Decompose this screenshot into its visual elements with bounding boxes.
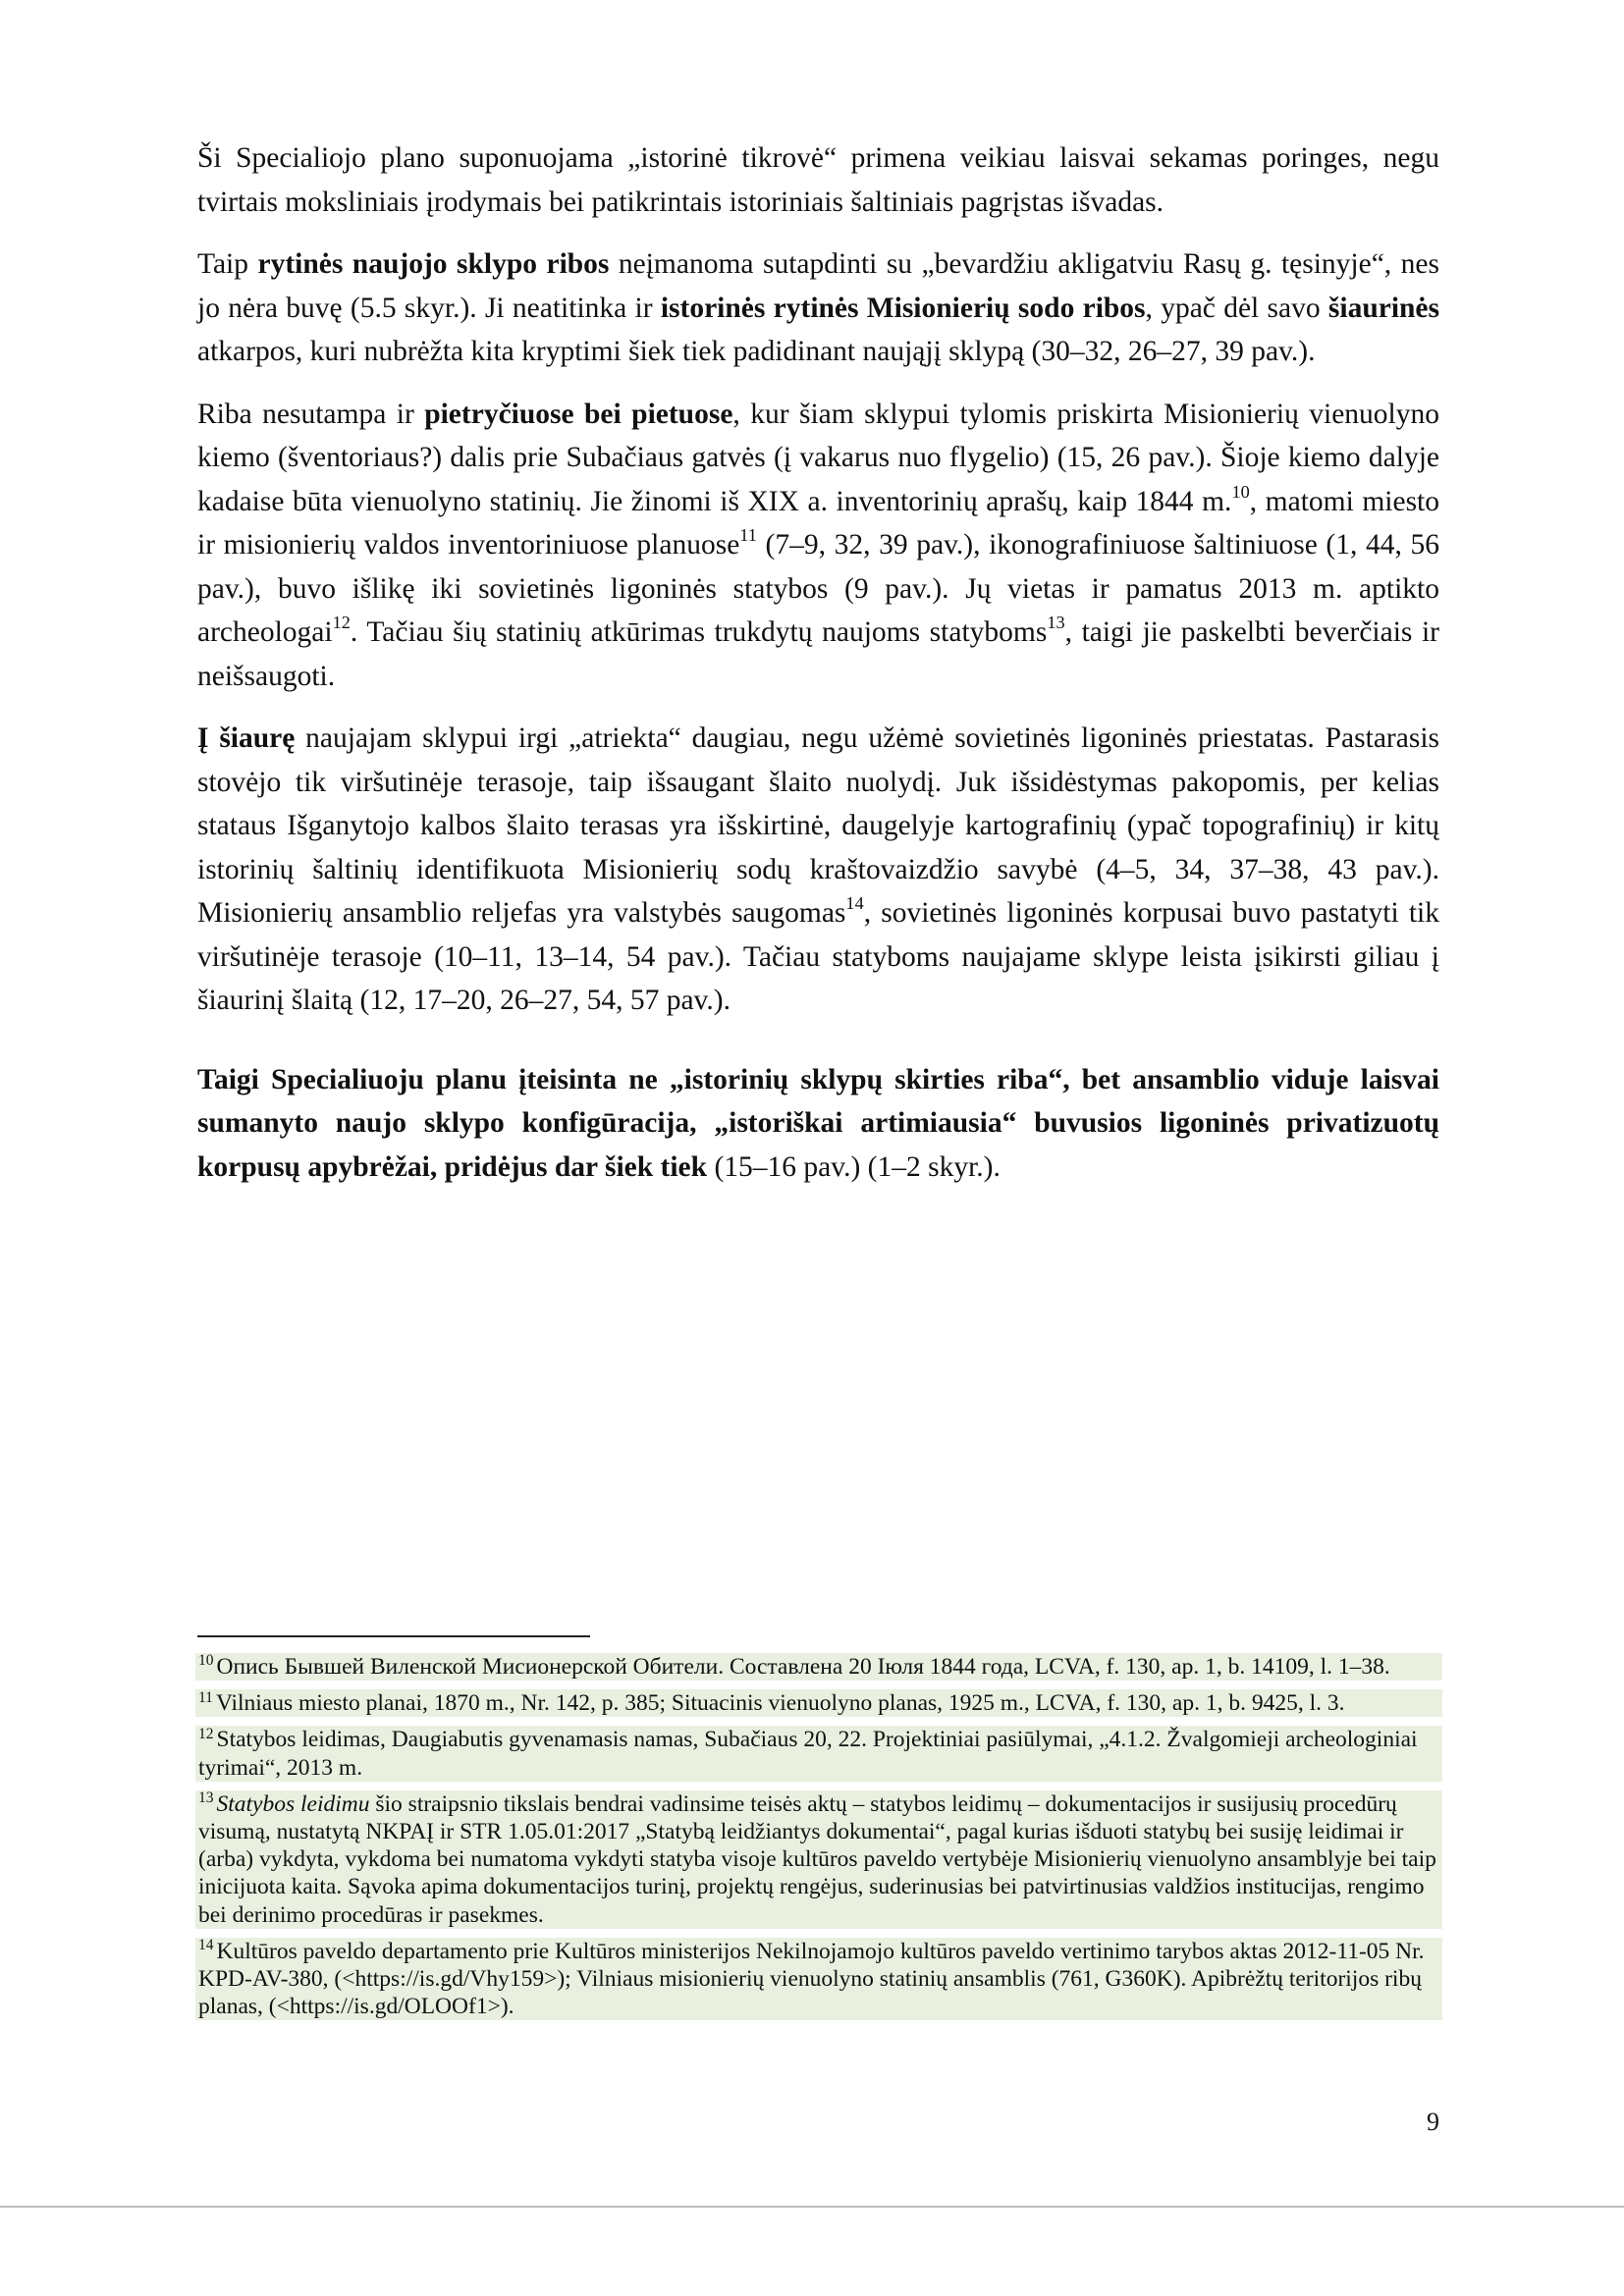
bold-run: rytinės naujojo sklypo ribos xyxy=(257,248,610,280)
paragraph-4 xyxy=(197,717,1439,1023)
paragraph-2 xyxy=(197,242,1439,374)
footnote-number: 13 xyxy=(198,1789,214,1807)
footnote-12 xyxy=(195,1726,1442,1781)
footnote-text: Vilniaus miesto planai, 1870 m., Nr. 142, p. 385; Situacinis vienuolyno planas, 1925 m., LCVA, f. 130, ap. 1, b. 9425, l. 3. xyxy=(215,1690,1345,1717)
footnote-text: Kultūros paveldo departamento prie Kultūros ministerijos Nekilnojamojo kultūros paveldo vertinimo tarybos aktas 2012-11-05 Nr. KPD-AV-380, (<https://is.gd/Vhy159>); Vilniaus misionierių vienuolyno statinių ansamblis (761, G360K). Apibrėžtų teritorijos ribų planas, (<https://is.gd/OLOOf1>). xyxy=(198,1938,1425,2020)
text-run: , ypač dėl savo xyxy=(1145,292,1328,324)
footnote-number: 11 xyxy=(198,1688,213,1706)
text-run: , taigi jie paskelbti beverčiais ir neišsaugoti. xyxy=(197,616,1439,692)
text-run: Taip xyxy=(197,248,258,280)
paragraph-3 xyxy=(197,393,1439,699)
footnote-separator xyxy=(197,1635,590,1637)
text-run: , sovietinės ligoninės korpusai buvo pastatyti tik viršutinėje terasoje (10–11, 13–14, 54 pav.). Tačiau statyboms naujajame sklype leista įsikirsti giliau į šiaurinį šlaitą (12, 17–20, 26–27, 54, 57 pav.). xyxy=(197,897,1439,1016)
footnote-ref-12[interactable]: 12 xyxy=(332,612,351,632)
footnote-number: 14 xyxy=(198,1937,214,1954)
text-run: , kur šiam sklypui tylomis priskirta Misionierių vienuolyno kiemo (šventoriaus?) dalis prie Subačiaus gatvės (į vakarus nuo flygelio) (15, 26 pav.). Šioje kiemo dalyje kadaise būta vienuolyno statinių. Jie žinomi iš XIX a. inventorinių aprašų, kaip 1844 m. xyxy=(197,398,1439,517)
text-run: naujajam sklypui irgi „atriekta“ daugiau, negu užėmė sovietinės ligoninės priestatas. Pastarasis stovėjo tik viršutinėje terasoje, taip išsaugant šlaito nuolydį. Juk išsidėstymas pakopomis, per kelias stataus Išganytojo kalbos šlaito terasas yra išskirtinė, daugelyje kartografinių (ypač topografinių) ir kitų istorinių šaltinių identifikuota Misionierių sodų kraštovaizdžio savybė (4–5, 34, 37–38, 43 pav.). Misionierių ansamblio reljefas yra valstybės saugomas xyxy=(197,722,1439,929)
footnote-10 xyxy=(195,1653,1442,1681)
paragraph-1-text: Ši Specialiojo plano suponuojama „istorinė tikrovė“ primena veikiau laisvai sekamas poringes, negu tvirtais moksliniais įrodymais bei patikrintais istoriniais šaltiniais pagrįstas išvadas. xyxy=(197,142,1439,218)
footnotes xyxy=(195,1653,1442,2029)
text-run: . Tačiau šių statinių atkūrimas trukdytų naujoms statyboms xyxy=(350,616,1048,648)
footnote-italic-term: Statybos leidimu xyxy=(216,1790,370,1817)
paragraph-1 xyxy=(197,136,1439,224)
footnote-ref-13[interactable]: 13 xyxy=(1047,612,1065,632)
text-run: , matomi miesto ir misionierių valdos inventoriniuose planuose xyxy=(197,485,1440,561)
conclusion-paragraph xyxy=(197,1058,1439,1190)
bold-run: šiaurinės xyxy=(1327,292,1439,324)
bold-run: Taigi Specialiuoju planu įteisinta ne „istorinių sklypų skirties riba“, bet ansamblio viduje laisvai sumanyto naujo sklypo konfigūracija, „istoriškai artimiausia“ buvusios ligoninės privatizuotų korpusų apybrėžai, pridėjus dar šiek tiek xyxy=(197,1063,1439,1183)
footnote-text: Опись Бывшей Виленской Мисионерской Обители. Составлена 20 Іюля 1844 года, LCVA, f. 130, ap. 1, b. 14109, l. 1–38. xyxy=(216,1654,1390,1680)
text-run: neįmanoma sutapdinti su „bevardžiu akligatviu Rasų g. tęsinyje“, nes jo nėra buvę (5.5 skyr.). Ji neatitinka ir xyxy=(197,248,1439,324)
footnote-number: 12 xyxy=(198,1725,214,1742)
body-text xyxy=(197,136,1439,1207)
text-run: (15–16 pav.) (1–2 skyr.). xyxy=(707,1150,1001,1183)
footnote-13 xyxy=(195,1790,1442,1929)
bold-run: pietryčiuose bei pietuose xyxy=(424,398,733,430)
footnote-11 xyxy=(195,1689,1442,1717)
bold-run: istorinės rytinės Misionierių sodo ribos xyxy=(660,292,1146,324)
bold-run: Į šiaurę xyxy=(197,722,296,754)
text-run: (7–9, 32, 39 pav.), ikonografiniuose šaltiniuose (1, 44, 56 pav.), buvo išlikę iki sovietinės ligoninės statybos (9 pav.). Jų vietas ir pamatus 2013 m. aptikto archeologai xyxy=(197,529,1439,648)
footnote-number: 10 xyxy=(198,1652,214,1670)
text-run: Riba nesutampa ir xyxy=(197,398,425,430)
text-run: atkarpos, kuri nubrėžta kita kryptimi šiek tiek padidinant naująjį sklypą (30–32, 26–27, 39 pav.). xyxy=(197,336,1316,367)
footnote-text: šio straipsnio tikslais bendrai vadinsime teisės aktų – statybos leidimų – dokumentacijos ir susijusių procedūrų visumą, nustatytą NKPAĮ ir STR 1.05.01:2017 „Statybą leidžiantys dokumentai“, pagal kurias išduoti statybų bei susiję leidimai ir (arba) vykdyta, vykdoma bei numatoma vykdyti statyba visoje kultūros paveldo vertybėje Misionierių vienuolyno ansamblyje bei taip inicijuota kaita. Sąvoka apima dokumentacijos turinį, projektų rengėjus, suderinusias bei patvirtinusias valdžios institucijas, rengimo bei derinimo procedūras ir pasekmes. xyxy=(198,1790,1436,1928)
footnote-14 xyxy=(195,1938,1442,2021)
footnote-text: Statybos leidimas, Daugiabutis gyvenamasis namas, Subačiaus 20, 22. Projektiniai pasiūlymai, „4.1.2. Žvalgomieji archeologiniai tyrimai“, 2013 m. xyxy=(198,1727,1418,1781)
footnote-ref-10[interactable]: 10 xyxy=(1231,481,1250,502)
footnote-ref-11[interactable]: 11 xyxy=(739,524,757,545)
page-bottom-rule xyxy=(0,2206,1624,2208)
footnote-ref-14[interactable]: 14 xyxy=(845,892,864,913)
page-number: 9 xyxy=(1427,2108,1439,2136)
